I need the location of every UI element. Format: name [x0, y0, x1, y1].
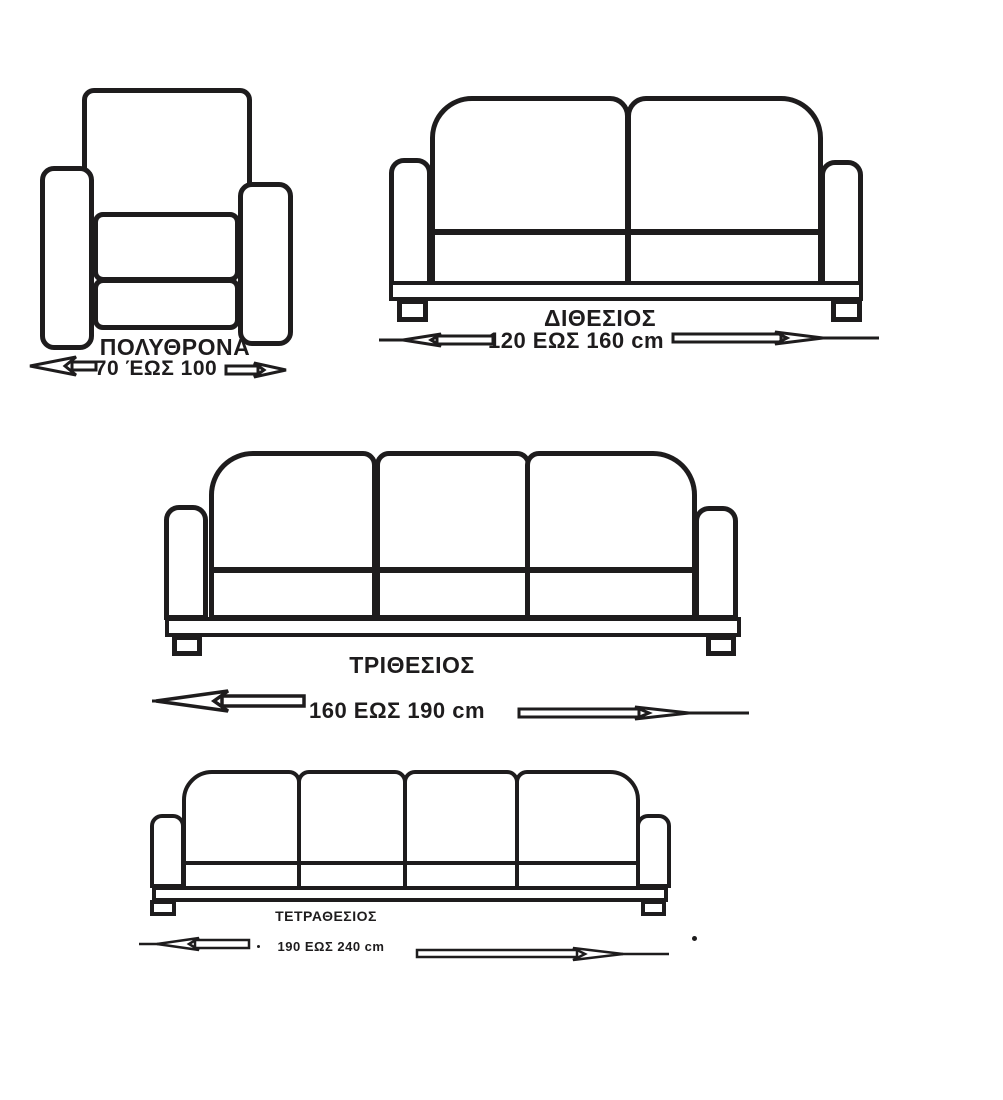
sofa2-base: [389, 281, 863, 301]
sofa2-left-armrest: [389, 158, 432, 286]
sofa2-seat-front-right: [626, 230, 823, 286]
dimension-arrow-left-icon: [377, 331, 495, 349]
dimension-arrow-left-icon: [28, 354, 98, 378]
armchair-right-armrest: [238, 182, 293, 346]
stray-ink-dot-small: [257, 945, 260, 948]
sofa2-right-foot: [831, 299, 862, 322]
sofa3-right-armrest: [694, 506, 738, 620]
sofa3-back-cushion-1: [209, 451, 377, 572]
sofa3-seat-front-3: [525, 568, 697, 620]
sofa3-back-cushion-3: [525, 451, 697, 572]
sofa4-back-cushion-2: [297, 770, 407, 865]
sofa4-back-cushion-3: [403, 770, 519, 865]
sofa4-base: [152, 886, 668, 902]
sofa4-left-foot: [150, 900, 176, 916]
dimension-arrow-left-icon: [137, 935, 251, 953]
stray-ink-dot: [692, 936, 697, 941]
armchair-label: ΠΟΛΥΘΡΟΝΑ: [99, 334, 251, 360]
sofa2-back-cushion-left: [430, 96, 630, 234]
dimension-arrow-right-icon: [224, 361, 288, 379]
sofa4-back-cushion-4: [515, 770, 640, 865]
sofa3-left-foot: [172, 635, 202, 656]
sofa4-right-armrest: [636, 814, 671, 888]
sofa3-base: [165, 617, 741, 637]
armchair-seat-cushion: [93, 212, 240, 282]
sofa4-back-cushion-1: [182, 770, 301, 865]
sofa2-back-cushion-right: [626, 96, 823, 234]
three-seater-label: ΤΡΙΘΕΣΙΟΣ: [349, 652, 475, 678]
armchair-left-armrest: [40, 166, 94, 350]
sofa3-right-foot: [706, 635, 736, 656]
sofa2-left-foot: [397, 299, 428, 322]
dimension-arrow-right-icon: [517, 704, 751, 722]
dimension-arrow-right-icon: [415, 946, 671, 962]
sofa4-right-foot: [641, 900, 666, 916]
sofa2-seat-front-left: [430, 230, 630, 286]
three-seater-size-range: 160 ΕΩΣ 190 cm: [308, 698, 486, 723]
sofa3-back-cushion-2: [375, 451, 531, 572]
armchair-front-cushion: [93, 278, 240, 330]
armchair-size-range: 70 ΈΩΣ 100: [94, 357, 218, 380]
dimension-arrow-left-icon: [150, 688, 306, 714]
four-seater-size-range: 190 ΕΩΣ 240 cm: [277, 939, 385, 954]
sofa3-seat-front-2: [375, 568, 531, 620]
two-seater-label: ΔΙΘΕΣΙΟΣ: [543, 305, 657, 331]
sofa3-left-armrest: [164, 505, 208, 620]
sofa3-seat-front-1: [209, 568, 377, 620]
four-seater-label: ΤΕΤΡΑΘΕΣΙΟΣ: [275, 908, 377, 924]
sofa2-right-armrest: [820, 160, 863, 286]
sofa4-left-armrest: [150, 814, 185, 888]
dimension-arrow-right-icon: [671, 329, 881, 347]
two-seater-size-range: 120 ΕΩΣ 160 cm: [487, 328, 665, 353]
